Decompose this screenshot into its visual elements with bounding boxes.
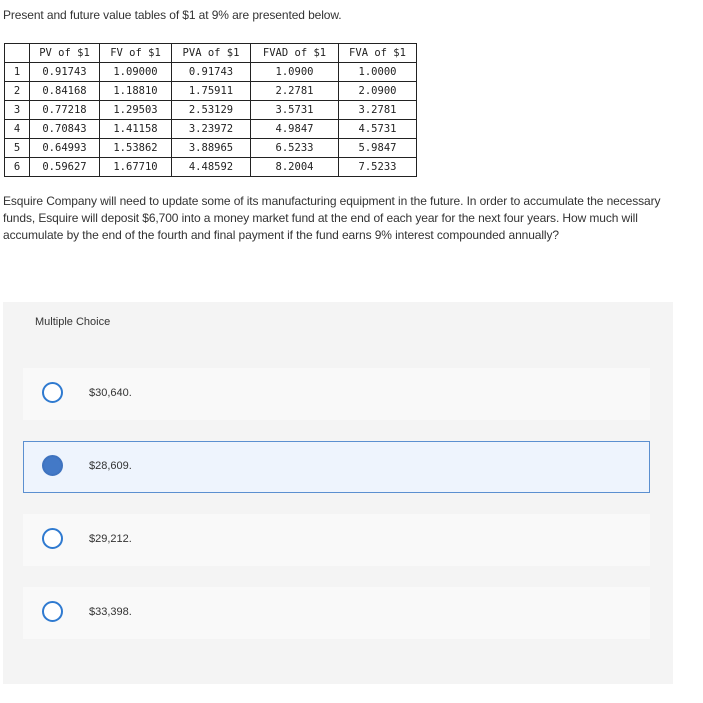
radio-button-icon[interactable] [42, 382, 63, 403]
table-header-row [5, 44, 417, 63]
table-cell: 4.9847 [251, 120, 339, 139]
table-header-cell [5, 44, 30, 63]
answer-option-selected[interactable] [23, 441, 650, 493]
multiple-choice-title: Multiple Choice [35, 316, 111, 328]
table-cell: 7.5233 [339, 158, 417, 177]
table-row [5, 101, 417, 120]
table-cell: 4.5731 [339, 120, 417, 139]
answer-option-label: $30,640. [89, 387, 132, 399]
answer-option-label: $29,212. [89, 533, 132, 545]
table-cell: 2.53129 [172, 101, 251, 120]
table-cell: 4 [5, 120, 30, 139]
table-row [5, 82, 417, 101]
question-text: Esquire Company will need to update some of its manufacturing equipment in the future. In order to accumulate the necessary funds, Esquire will deposit $6,700 into a money market fund at the end of each year for the next four years. How much will accumulate by the end of the fourth and final payment if the fund earns 9% interest compounded annually? [3, 194, 661, 242]
table-row [5, 120, 417, 139]
table-cell: 2.0900 [339, 82, 417, 101]
table-header-cell: FV of $1 [100, 44, 172, 63]
table-header-cell: PVA of $1 [172, 44, 251, 63]
table-cell: 1.29503 [100, 101, 172, 120]
answer-option[interactable] [23, 514, 650, 566]
table-cell: 1.53862 [100, 139, 172, 158]
table-cell: 1 [5, 63, 30, 82]
table-cell: 4.48592 [172, 158, 251, 177]
radio-button-icon[interactable] [42, 528, 63, 549]
table-row [5, 139, 417, 158]
intro-text: Present and future value tables of $1 at 9% are presented below. [3, 8, 342, 22]
table-cell: 5.9847 [339, 139, 417, 158]
radio-button-icon[interactable] [42, 601, 63, 622]
table-cell: 3.88965 [172, 139, 251, 158]
answer-option[interactable] [23, 587, 650, 639]
table-header-cell: PV of $1 [30, 44, 100, 63]
table-cell: 1.41158 [100, 120, 172, 139]
table-cell: 0.70843 [30, 120, 100, 139]
table-cell: 8.2004 [251, 158, 339, 177]
table-cell: 3.23972 [172, 120, 251, 139]
answer-option[interactable] [23, 368, 650, 420]
table-cell: 6.5233 [251, 139, 339, 158]
table-cell: 5 [5, 139, 30, 158]
multiple-choice-panel [3, 302, 673, 684]
value-table [4, 43, 417, 177]
table-cell: 1.0900 [251, 63, 339, 82]
table-cell: 1.67710 [100, 158, 172, 177]
table-cell: 0.77218 [30, 101, 100, 120]
table-cell: 3.5731 [251, 101, 339, 120]
table-header-cell: FVA of $1 [339, 44, 417, 63]
table-cell: 2 [5, 82, 30, 101]
table-cell: 0.64993 [30, 139, 100, 158]
table-cell: 1.18810 [100, 82, 172, 101]
table-cell: 1.0000 [339, 63, 417, 82]
table-cell: 3 [5, 101, 30, 120]
table-cell: 0.91743 [30, 63, 100, 82]
answer-option-label: $33,398. [89, 606, 132, 618]
table-row [5, 158, 417, 177]
table-cell: 3.2781 [339, 101, 417, 120]
table-cell: 6 [5, 158, 30, 177]
table-cell: 0.91743 [172, 63, 251, 82]
table-header-cell: FVAD of $1 [251, 44, 339, 63]
answer-option-label: $28,609. [89, 460, 132, 472]
table-cell: 1.09000 [100, 63, 172, 82]
table-cell: 0.59627 [30, 158, 100, 177]
table-cell: 1.75911 [172, 82, 251, 101]
radio-button-selected-icon[interactable] [42, 455, 63, 476]
table-cell: 2.2781 [251, 82, 339, 101]
table-cell: 0.84168 [30, 82, 100, 101]
table-row [5, 63, 417, 82]
